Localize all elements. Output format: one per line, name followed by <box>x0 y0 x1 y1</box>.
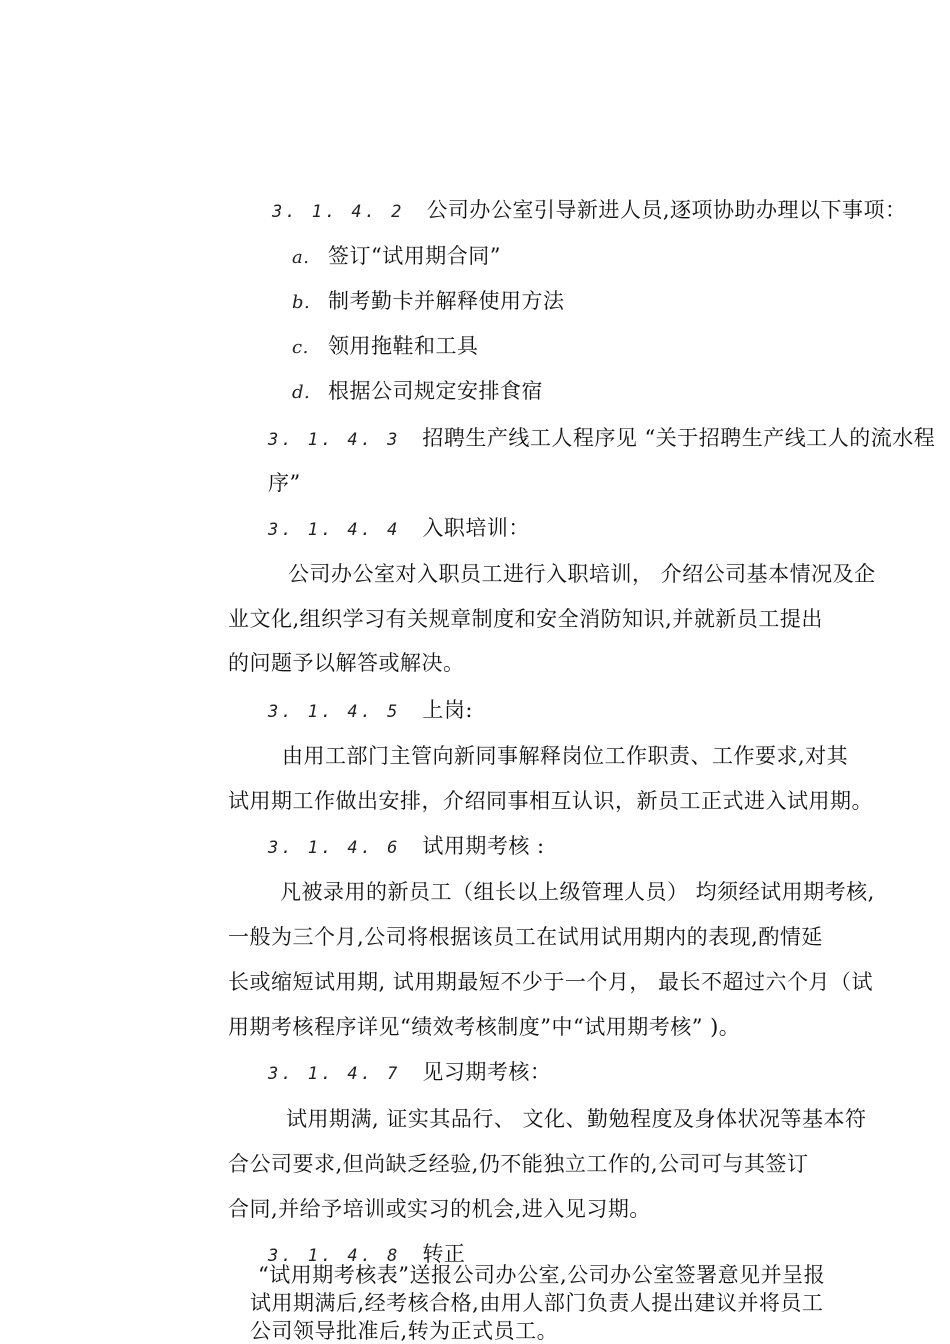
paragraph-line: 公司办公室对入职员工进行入职培训， 介绍公司基本情况及企 <box>288 562 876 586</box>
section-number: 3. 1. 4. 2 <box>272 202 405 222</box>
section-number: 3. 1. 4. 7 <box>268 1064 401 1084</box>
list-marker: b. <box>292 292 311 313</box>
list-item <box>292 333 479 361</box>
section-number: 3. 1. 4. 4 <box>268 520 401 540</box>
paragraph-line: 用期考核程序详见“绩效考核制度”中“试用期考核” )。 <box>228 1015 741 1039</box>
list-item-text: 签订“试用期合同” <box>328 244 501 268</box>
list-marker: a. <box>292 247 310 268</box>
paragraph-line: 试用期满后,经考核合格,由用人部门负责人提出建议并将员工 <box>250 1291 824 1315</box>
paragraph-line: 合公司要求,但尚缺乏经验,仍不能独立工作的,公司可与其签订 <box>228 1152 809 1176</box>
section-text-continued: 序” <box>268 471 301 495</box>
paragraph-line: 一般为三个月,公司将根据该员工在试用试用期内的表现,酌情延 <box>228 925 823 949</box>
list-item-text: 根据公司规定安排食宿 <box>328 379 543 403</box>
paragraph-line: “试用期考核表”送报公司办公室,公司办公室签署意见并呈报 <box>258 1263 826 1287</box>
section-title: 试用期考核 : <box>422 834 545 858</box>
section-title: 见习期考核： <box>422 1060 552 1084</box>
list-item <box>292 243 501 271</box>
section-number: 3. 1. 4. 3 <box>268 430 401 450</box>
paragraph-line: 业文化,组织学习有关规章制度和安全消防知识,并就新员工提出 <box>228 607 823 631</box>
section-3-1-4-5-heading <box>268 697 473 725</box>
paragraph-line: 凡被录用的新员工（组长以上级管理人员） 均须经试用期考核, <box>280 880 875 904</box>
section-title: 上岗: <box>422 698 473 722</box>
paragraph-line: 试用期满, 证实其品行、 文化、勤勉程度及身体状况等基本符 <box>286 1107 867 1131</box>
section-3-1-4-3-heading <box>268 425 935 453</box>
list-item-text: 制考勤卡并解释使用方法 <box>328 289 565 313</box>
list-item <box>292 378 543 406</box>
section-number: 3. 1. 4. 5 <box>268 702 401 722</box>
section-3-1-4-4-heading <box>268 515 530 543</box>
section-3-1-4-2-heading <box>272 197 907 225</box>
section-title: 转正 <box>422 1242 466 1266</box>
section-number: 3. 1. 4. 6 <box>268 838 401 858</box>
section-3-1-4-6-heading <box>268 833 545 861</box>
section-number: 3. 1. 4. 8 <box>268 1246 401 1266</box>
paragraph-line: 长或缩短试用期, 试用期最短不少于一个月， 最长不超过六个月（试 <box>228 970 874 994</box>
paragraph-line: 由用工部门主管向新同事解释岗位工作职责、工作要求,对其 <box>282 744 849 768</box>
section-3-1-4-7-heading <box>268 1059 551 1087</box>
paragraph-line: 合同,并给予培训或实习的机会,进入见习期。 <box>228 1197 651 1221</box>
paragraph-line: 公司领导批准后,转为正式员工。 <box>250 1319 559 1343</box>
list-item-text: 领用拖鞋和工具 <box>328 334 479 358</box>
list-item <box>292 288 565 316</box>
list-marker: d. <box>292 382 311 403</box>
section-text: 招聘生产线工人程序见 “关于招聘生产线工人的流水程 <box>422 426 936 450</box>
paragraph-line: 的问题予以解答或解决。 <box>228 651 465 675</box>
section-title: 入职培训： <box>422 516 530 540</box>
paragraph-line: 试用期工作做出安排，介绍同事相互认识，新员工正式进入试用期。 <box>228 789 873 813</box>
list-marker: c. <box>292 337 309 358</box>
section-text: 公司办公室引导新进人员,逐项协助办理以下事项： <box>426 198 907 222</box>
